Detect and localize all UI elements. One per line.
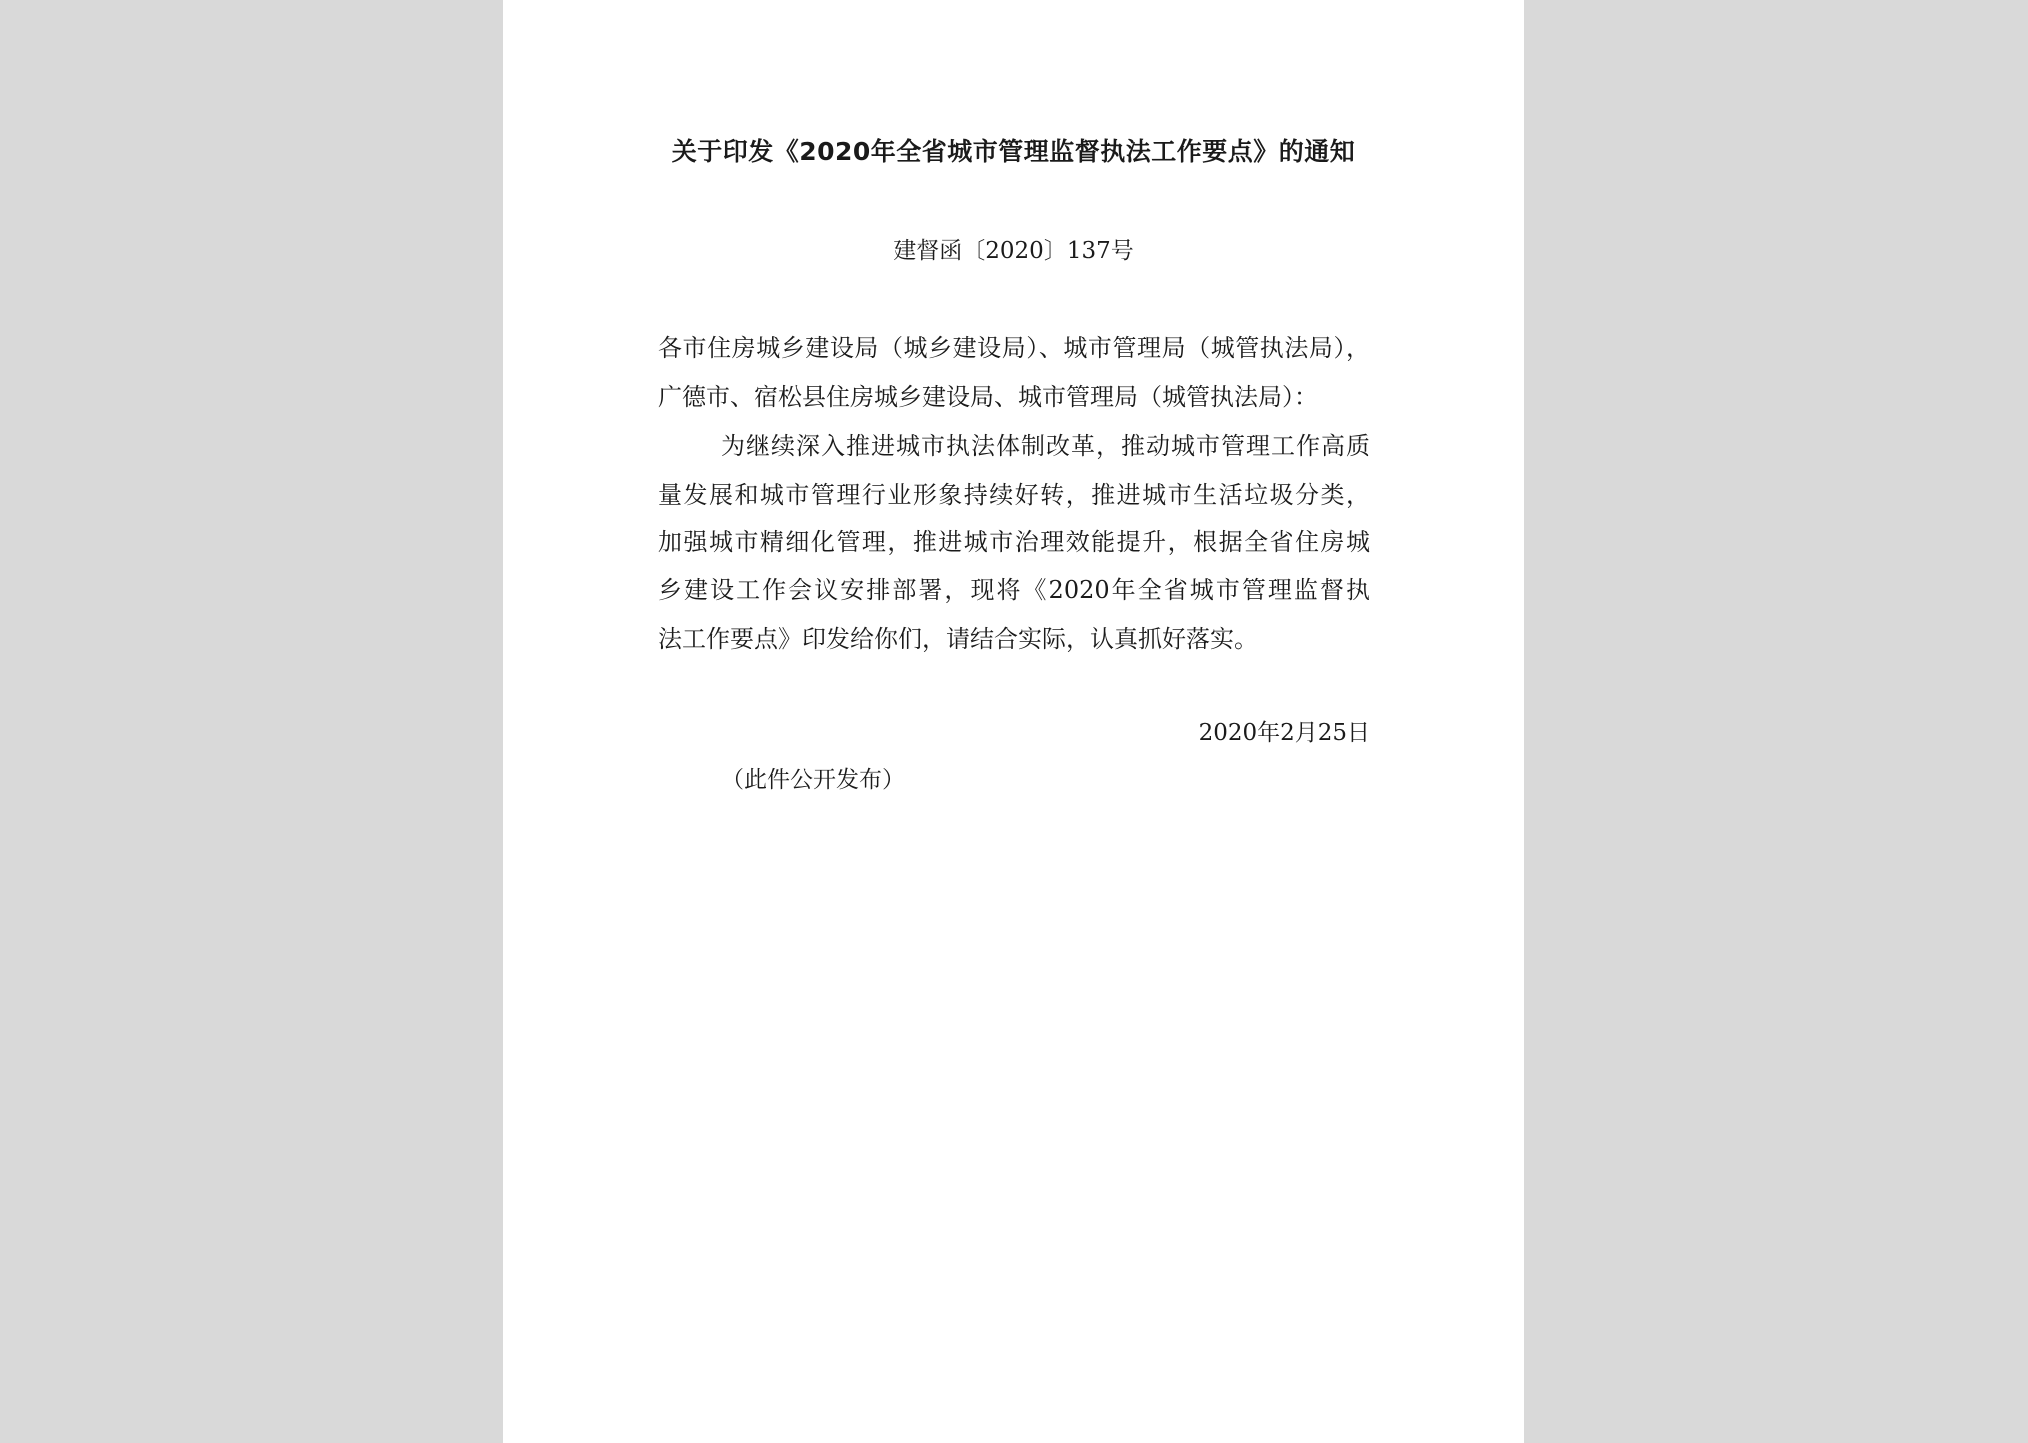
body-paragraph-line: 乡建设工作会议安排部署，现将《2020年全省城市管理监督执: [658, 576, 1370, 604]
document-page: [503, 0, 1524, 1443]
document-date: 2020年2月25日: [1198, 720, 1370, 746]
addressee-line: 广德市、宿松县住房城乡建设局、城市管理局（城管执法局）：: [658, 383, 1318, 411]
body-paragraph-line: 加强城市精细化管理，推进城市治理效能提升，根据全省住房城: [658, 528, 1370, 556]
document-number: 建督函〔2020〕137号: [893, 238, 1134, 264]
addressee-line: 各市住房城乡建设局（城乡建设局）、城市管理局（城管执法局），: [658, 334, 1370, 362]
body-paragraph-line: 为继续深入推进城市执法体制改革，推动城市管理工作高质: [721, 432, 1370, 460]
body-paragraph-line: 法工作要点》印发给你们，请结合实际，认真抓好落实。: [658, 625, 1258, 653]
publication-note: （此件公开发布）: [721, 767, 905, 793]
document-title: 关于印发《2020年全省城市管理监督执法工作要点》的通知: [671, 137, 1356, 166]
body-paragraph-line: 量发展和城市管理行业形象持续好转，推进城市生活垃圾分类，: [658, 481, 1370, 509]
